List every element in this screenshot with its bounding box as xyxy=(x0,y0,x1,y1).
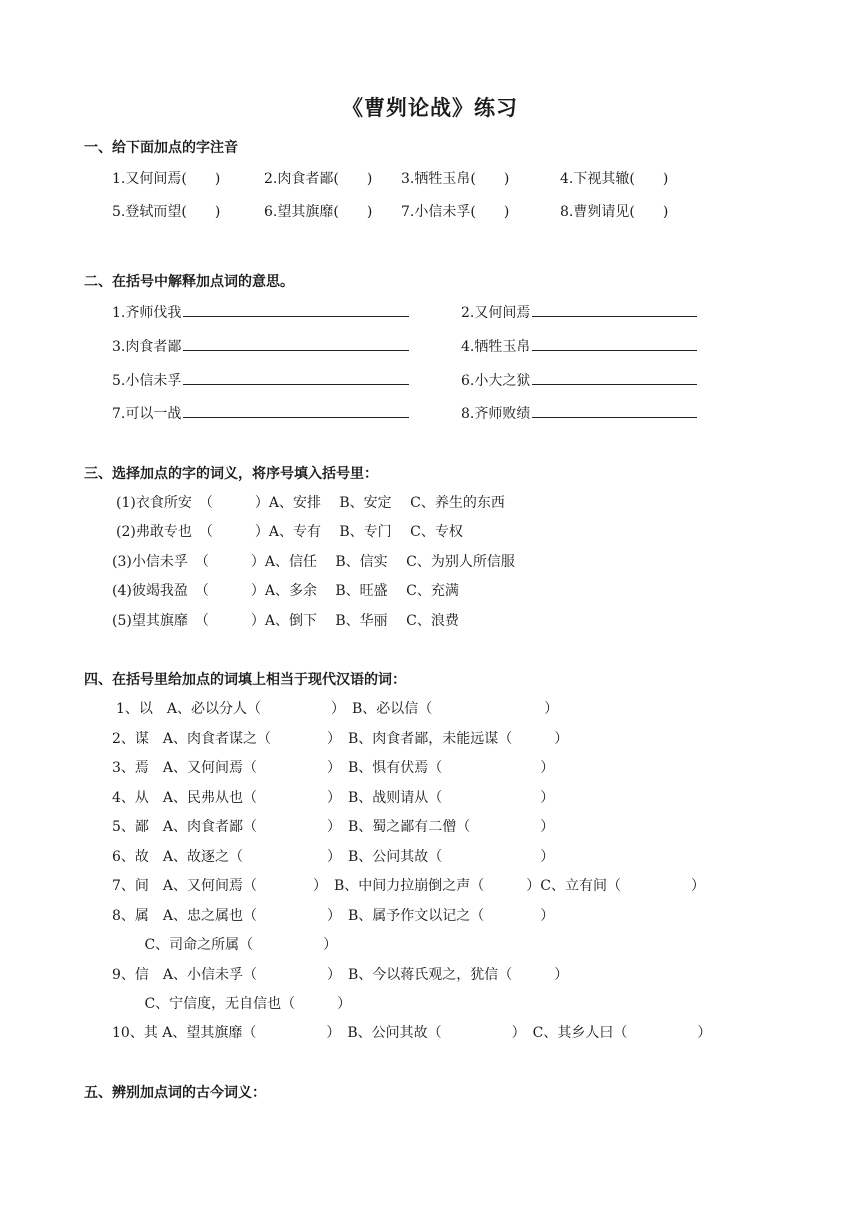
s3-item: (1)衣食所安 （ ）A、安排 B、安定 C、养生的东西 xyxy=(116,495,505,511)
section-3-heading: 三、选择加点的字的词义，将序号填入括号里： xyxy=(84,466,378,482)
answer-line[interactable] xyxy=(183,370,409,385)
answer-line[interactable] xyxy=(183,336,409,351)
s2-item: 6.小大之狱 xyxy=(461,370,697,390)
s1-item: 1.又何间焉( ) xyxy=(112,171,221,187)
answer-line[interactable] xyxy=(532,336,697,351)
s4-item: 10、其 A、望其旗靡（ ） B、公问其故（ ） C、其乡人曰（ ） xyxy=(112,1025,712,1041)
section-4-heading: 四、在括号里给加点的词填上相当于现代汉语的词： xyxy=(84,672,406,688)
s2-item: 8.齐师败绩 xyxy=(461,403,697,423)
s4-item: 6、故 A、故逐之（ ） B、公问其故（ ） xyxy=(112,849,555,865)
s4-item: 3、焉 A、又何间焉（ ） B、惧有伏焉（ ） xyxy=(112,760,555,776)
page-title: 《曹刿论战》练习 xyxy=(342,96,518,120)
s2-item: 1.齐师伐我 xyxy=(112,302,409,322)
s2-item: 7.可以一战 xyxy=(112,403,409,423)
section-5-heading: 五、辨别加点词的古今词义： xyxy=(84,1085,266,1101)
s4-item: 5、鄙 A、肉食者鄙（ ） B、蜀之鄙有二僧（ ） xyxy=(112,819,555,835)
s2-item: 2.又何间焉 xyxy=(461,302,697,322)
s2-item: 3.肉食者鄙 xyxy=(112,336,409,356)
s4-item: C、司命之所属（ ） xyxy=(112,937,338,953)
s1-item: 8.曹刿请见( ) xyxy=(560,204,669,220)
s1-item: 7.小信未孚( ) xyxy=(401,204,510,220)
s1-item: 6.望其旗靡( ) xyxy=(264,204,373,220)
s1-item: 2.肉食者鄙( ) xyxy=(264,171,373,187)
s4-item: 8、属 A、忠之属也（ ） B、属予作文以记之（ ） xyxy=(112,908,555,924)
answer-line[interactable] xyxy=(532,370,697,385)
answer-line[interactable] xyxy=(532,302,697,317)
s3-item: (3)小信未孚 （ ）A、信任 B、信实 C、为别人所信服 xyxy=(112,554,515,570)
s1-item: 4.下视其辙( ) xyxy=(560,171,669,187)
s3-item: (5)望其旗靡 （ ）A、倒下 B、华丽 C、浪费 xyxy=(112,613,459,629)
answer-line[interactable] xyxy=(532,403,697,418)
section-1-heading: 一、给下面加点的字注音 xyxy=(84,140,238,156)
s2-item: 4.牺牲玉帛 xyxy=(461,336,697,356)
s3-item: (2)弗敢专也 （ ）A、专有 B、专门 C、专权 xyxy=(116,524,463,540)
s4-item: 4、从 A、民弗从也（ ） B、战则请从（ ） xyxy=(112,790,555,806)
s4-item: 7、间 A、又何间焉（ ） B、中间力拉崩倒之声（ ）C、立有间（ ） xyxy=(112,878,706,894)
s1-item: 3.牺牲玉帛( ) xyxy=(401,171,510,187)
s4-item: 2、谋 A、肉食者谋之（ ） B、肉食者鄙，未能远谋（ ） xyxy=(112,731,569,747)
section-2-heading: 二、在括号中解释加点词的意思。 xyxy=(84,274,294,290)
s4-item: 1、以 A、必以分人（ ） B、必以信（ ） xyxy=(116,701,559,717)
s1-item: 5.登轼而望( ) xyxy=(112,204,221,220)
s4-item: C、宁信度，无自信也（ ） xyxy=(112,996,352,1012)
s3-item: (4)彼竭我盈 （ ）A、多余 B、旺盛 C、充满 xyxy=(112,583,459,599)
answer-line[interactable] xyxy=(183,403,409,418)
answer-line[interactable] xyxy=(183,302,409,317)
s4-item: 9、信 A、小信未孚（ ） B、今以蒋氏观之，犹信（ ） xyxy=(112,967,569,983)
s2-item: 5.小信未孚 xyxy=(112,370,409,390)
